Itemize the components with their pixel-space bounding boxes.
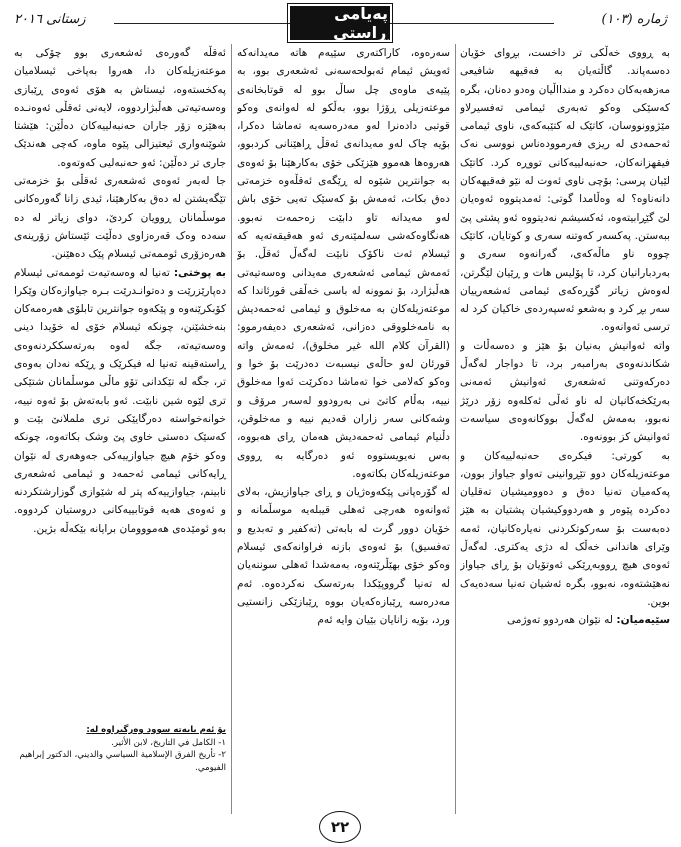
header-rule-left: [114, 23, 294, 24]
paragraph-lead: بە پوختی:: [173, 266, 226, 279]
reference-item: ١- الکامل في التاریخ، لابن الأثیر.: [111, 737, 226, 748]
paragraph: بە ڕووی خەڵکی تر داخست، بڕوای خۆیان دەسەپاند. گاڵتەیان بە فەقیهە شافیعی مەزهەبەکان دەکرد و مندااڵیان وەدو دەنان، بگرە کەسێکی وەکو تەبەری ئیمامی تەفسیرلاو مێژوونووسان، کاتێک لە کتێبەکەی، ناوی ئیمامی ئەحمەدی لە ریزی فەرموودەناس نووسی نەک فیقهزانەکان، حەنبەلییەکانی تووڕە کرد. کاتێک لێیان پرسی: بۆچی ناوی ئەوت لە نێو فەقیهەکان دانەناوە؟ لە وەڵامدا گوتی: ئەمدیتووە ئەوەیان لێ گێڕابیتەوە، ئەکسیشم نەدیتووە ئەو پشتی پێ ببەستن. پەکسەر کەوتنە سەری و کوتایان، کاتێک چووە ناو ماڵەکەی، گەرانەوە سەری و بەردبارانیان کرد، تا پۆلیس هات و ڕێیان لێگرتن، لەوەش زیاتر گۆڕەکەی ئیمامی ئەشعەرییان سەر بڕ کرد و بەشعو ئەسپەردەی خاکیان کرد لە ترسی ئەوانەوە.: [460, 47, 670, 334]
issue-number: ژمارە (١٠٣): [601, 12, 667, 27]
references-title: بۆ ئەم بابەتە سوود وەرگیراوە لە:: [86, 725, 226, 735]
reference-item: ٢- تأریخ الفرق الإسلامیة السیاسي والدیني، الدکتور إبراهیم الفیومي.: [19, 750, 226, 773]
text-column-middle: [237, 44, 450, 810]
column-divider: [231, 44, 232, 814]
header-rule-right: [374, 23, 554, 24]
paragraph: [14, 264, 226, 538]
paragraph: ئەقڵە گەورەی ئەشعەری بوو چۆکی بە موعتەزیلەکان دا، هەروا بەپاخی ئیسلامیان پەکخستەوە، ئیستاش بە هۆی ئەوەی ڕێبازی وەسەتیەتی هەڵبژاردووە، لایەنی ئەقڵی ئەوەنـدە بەهێزە زۆر جاران حەنبەلییەکان دەڵێن: هێشتا شوێنەواری ئیعتیزالی پێوە ماوە، کەچی هەندێک جاری تر دەڵێن: ئەو حەنبەلیی کەوتەوە.: [14, 47, 226, 169]
column-divider: [455, 44, 456, 814]
paragraph: جا لەبەر ئەوەی ئەشعەری ئەقڵی بۆ خزمەتی تێگەیشتن لە دەق بەکارهێنا، ئیدی زانا گەورەکانی موسڵمانان ڕوویان کردێ، دوای زیاتر لە دە سەدە وەک قەرەزاوی دەڵێت ئێستاش زۆرینەی هەرەزۆری ئوممەتی ئیسلام پێک دەهێنن.: [14, 175, 226, 261]
paragraph: واتە ئەوانیش بەنیان بۆ هێز و دەسەڵات و شکاندنەوەی بەرامبەر برد، تا دواجار لەگەڵ دەرکەوتنی ئەشعەری ئەوانیش ئەمەنی بەرێکخەکانیان لە ناو ئەڵی ئەکلەوە زۆر درێژ نەبوو، بەمەش لەگەڵ بووکانەوەی سیاسەت ئەوانیش کز بوونەوە.: [460, 339, 670, 444]
page-number: ٢٢: [319, 811, 361, 843]
paragraph: سەرەوە، کاراکتەری سێیەم هاتە مەیدانەکە ئەویش ئیمام ئەبولحەسەنی ئەشعەری بوو، بە پێیەی ماوەی چل ساڵ بوو لە قوتابخانەی موعتەزیلی ڕۆژا بوو، بەڵکو لە لەوانەی وەکو قوتبی دادەنرا لەو مەدرەسەیە تەماشا دەکرا، بۆیە چاک لەو مەیدانەی ئەقڵ ڕاهێنانی کردبوو، هەروەها هەموو هێزێکی خۆی بەکارهێنا بۆ ئەوەی بە جوانترین شێوە لە ڕێگەی ئەقڵەوە خزمەتی دەق بکات، ئەمەش بۆ کەسێک تەیی خۆی باش لەو مەیدانە تاو دابێت زەحمەت نەبوو. هەنگاوەکەشی سەلمێنەری ئەو هەقیقەتەیە کە ئیسلام ئەت ناکۆک نابێت لەگەڵ ئەقڵ. بۆ ئەمەش ئیمامی ئەشعەری مەیدانی وەسەتیەتی هەڵبژارد، بۆ نموونە لە باسی خەڵقی قورئاندا کە موعتەزیلەکان بە مەخلوق و ئیمامی ئەحمەدیش بە نامەخلووقی دەزانی، ئەشعەری دەیفەرموو: (القرآن کلام الله غیر مخلوق)، ئەمەش واتە قورئان لەو حاڵەی نیسبەت دەدرێت بۆ خوا و وەکو کەلامی خوا تەماشا دەکرێت ئەوا مەخلوق نییە، بەڵام کاتێ نی بەرودوو لەسەر مرۆڤ و وشەکانی سەر زاران قەدیم نییە و مەخلوقن، دڵنیام ئیمامی ئەحمەدیش هەمان ڕای هەبووە، بەس نەیویستووە ئەو دەرگایە بە ڕووی موعتەزیلەکان بکاتەوە.: [237, 47, 450, 480]
magazine-title: پەیامی ڕاستی: [333, 4, 388, 42]
paragraph: لە گۆرەپانی پێکەوەژیان و ڕای جیاوازیش، بەلای ئەوانەوە هەرچی ئەهلی قیبلەیە موسڵمانە و خۆیان دوور گرت لە بابەتی (تەکفیر و تەبدیع و تەفسیق) بۆ ئەوەی بازنە فراوانەکەی ئیسلام وەکو خۆی بهێڵرێتەوە، بەمەشدا ئەهلی سوننەیان لە تەنیا گرووپێکدا بەرتەسک نەکردەوە. ئەم مەدرەسە ڕێبازەکەیان بووە ڕێبازێکی زانستیی ورد، بۆیە زانایان بێیان وایە ئەم: [237, 486, 450, 627]
page-header: [14, 6, 667, 40]
magazine-logo: [290, 6, 390, 40]
text-column-right: [460, 44, 670, 784]
paragraph-text: تەنیا لە وەسەتیەت ئوممەتی ئیسلام دەپارێزرێت و دەتوانـدرێت بـرە جیاوازەکان وێکرا کۆبکرێنەوە و پێکەوە جوانترین تابلۆی هەرەمەکان بنەخشێنن، چونکە ئیسلام خۆی لە خۆیدا دینی وەسەتیەتە، جگە لەوە بەرتەسککردنەوەی ڕاستەقینە تەنیا لە فیکرێک و ڕێکە نەدان بەوەی تر، جگە لە تێکدانی تۆو ماڵی موسڵمانان شتێکی تری لێوە شین نابێت. ئەو بابەتەش بۆ ئەوە نییە، خوانەخواستە دەرگایێکی تری ململانێ بێت و کەسێک دەستی خاوی پێ وشک بکاتەوە، چونکە وەکو خۆم هیچ جیاوازییەکی جەوهەری لە نێوان ڕایەکانی ئیمامی ئەحمەد و ئیمامی ئەشعەری نابینم، جیاوازییەکە پتر لە شێوازی گوزارشتکردنە و ئەوەی هەیە قوتابییەکانی دروستیان کردووە. بەو ئومێدەی هەمووومان برایانە بێکەڵە بژین.: [14, 266, 226, 535]
text-column-left: [14, 44, 226, 719]
paragraph: [460, 611, 670, 629]
references: [14, 724, 226, 774]
paragraph-lead: سێیەمیان:: [616, 614, 670, 627]
paragraph-text: لە نێوان هەردوو تەوژمی: [506, 614, 617, 627]
issue-season: زستانی ٢٠١٦: [14, 12, 86, 27]
paragraph: بە کورتی: فیکرەی حەنبەلییەکان و موعتەزیلەکان دوو تێڕوانینی تەواو جیاواز بوون، پەکەمیان تەنیا دەق و دەوومیشیان تەقلیان دەکردە پێوەر و هەردووکیشیان پشتیان بە هێز دەبەست بۆ سەرکوتکردنی نەیارەکانیان، ئەمە وێرای هاندانی خەڵک لە دژی یەکتری. لەگەڵ ئەوەی هیچ ڕووبەڕێکی ئەوتۆیان بۆ ڕای جیاواز نەهێشتەوە، نەبوو، بگرە ئەشیان تەنیا سەدەیەک بوین.: [460, 449, 670, 608]
